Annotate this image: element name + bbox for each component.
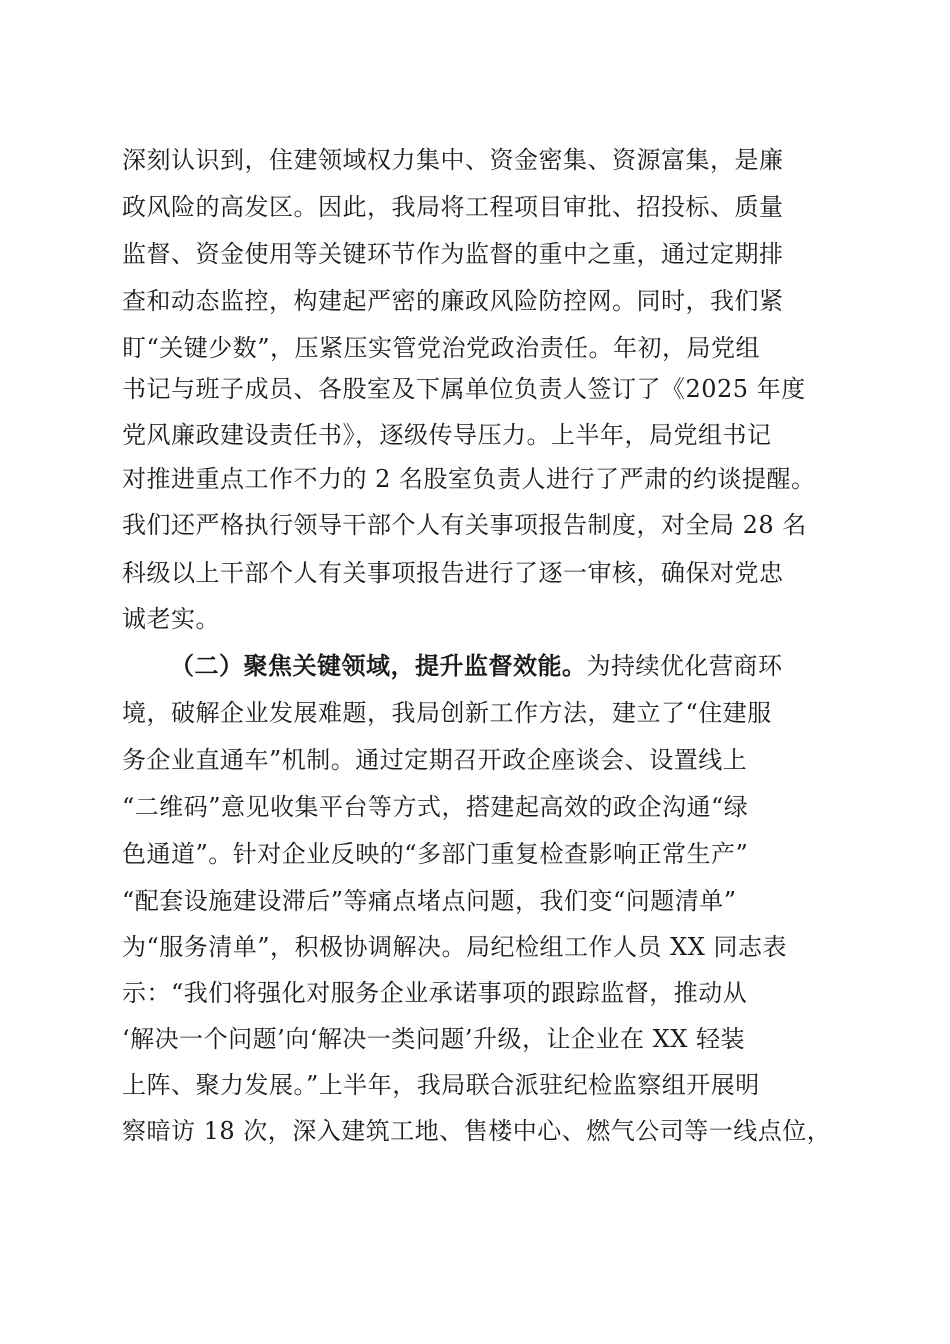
paragraph-line: “配套设施建设滞后”等痛点堵点问题，我们变“问题清单” xyxy=(122,887,737,915)
paragraph-line: 诚老实。 xyxy=(122,605,220,633)
paragraph-line: ‘解决一个问题’向‘解决一类问题’升级，让企业在 XX 轻装 xyxy=(122,1025,745,1053)
paragraph-line: 监督、资金使用等关键环节作为监督的重中之重，通过定期排 xyxy=(122,240,784,268)
section-heading-rest: 为持续优化营商环 xyxy=(586,652,783,680)
paragraph-line: 盯“关键少数”，压紧压实管党治党政治责任。年初，局党组 xyxy=(122,334,761,362)
section-heading: （二）聚焦关键领域，提升监督效能。 xyxy=(170,651,587,680)
paragraph-line: 党风廉政建设责任书》，逐级传导压力。上半年，局党组书记 xyxy=(122,421,772,449)
paragraph-line: 深刻认识到，住建领域权力集中、资金密集、资源富集，是廉 xyxy=(122,146,784,174)
paragraph-line: 色通道”。针对企业反映的“多部门重复检查影响正常生产” xyxy=(122,840,749,868)
section-heading-line xyxy=(170,646,783,686)
paragraph-line: 务企业直通车”机制。通过定期召开政企座谈会、设置线上 xyxy=(122,746,748,774)
paragraph-line: 示：“我们将强化对服务企业承诺事项的跟踪监督，推动从 xyxy=(122,979,748,1007)
paragraph-line: 政风险的高发区。因此，我局将工程项目审批、招投标、质量 xyxy=(122,193,784,221)
paragraph-line: 科级以上干部个人有关事项报告进行了逐一审核，确保对党忠 xyxy=(122,559,784,587)
paragraph-line: 察暗访 18 次，深入建筑工地、售楼中心、燃气公司等一线点位， xyxy=(122,1117,832,1145)
paragraph-line: 为“服务清单”，积极协调解决。局纪检组工作人员 XX 同志表 xyxy=(122,933,787,961)
paragraph-line: 书记与班子成员、各股室及下属单位负责人签订了《2025 年度 xyxy=(122,375,806,403)
paragraph-line: 上阵、聚力发展。”上半年，我局联合派驻纪检监察组开展明 xyxy=(122,1071,760,1099)
paragraph-line: “二维码”意见收集平台等方式，搭建起高效的政企沟通“绿 xyxy=(122,793,749,821)
paragraph-line: 境，破解企业发展难题，我局创新工作方法，建立了“住建服 xyxy=(122,699,772,727)
paragraph-line: 对推进重点工作不力的 2 名股室负责人进行了严肃的约谈提醒。 xyxy=(122,465,816,493)
paragraph-line: 查和动态监控，构建起严密的廉政风险防控网。同时，我们紧 xyxy=(122,287,784,315)
paragraph-line: 我们还严格执行领导干部个人有关事项报告制度，对全局 28 名 xyxy=(122,511,807,539)
